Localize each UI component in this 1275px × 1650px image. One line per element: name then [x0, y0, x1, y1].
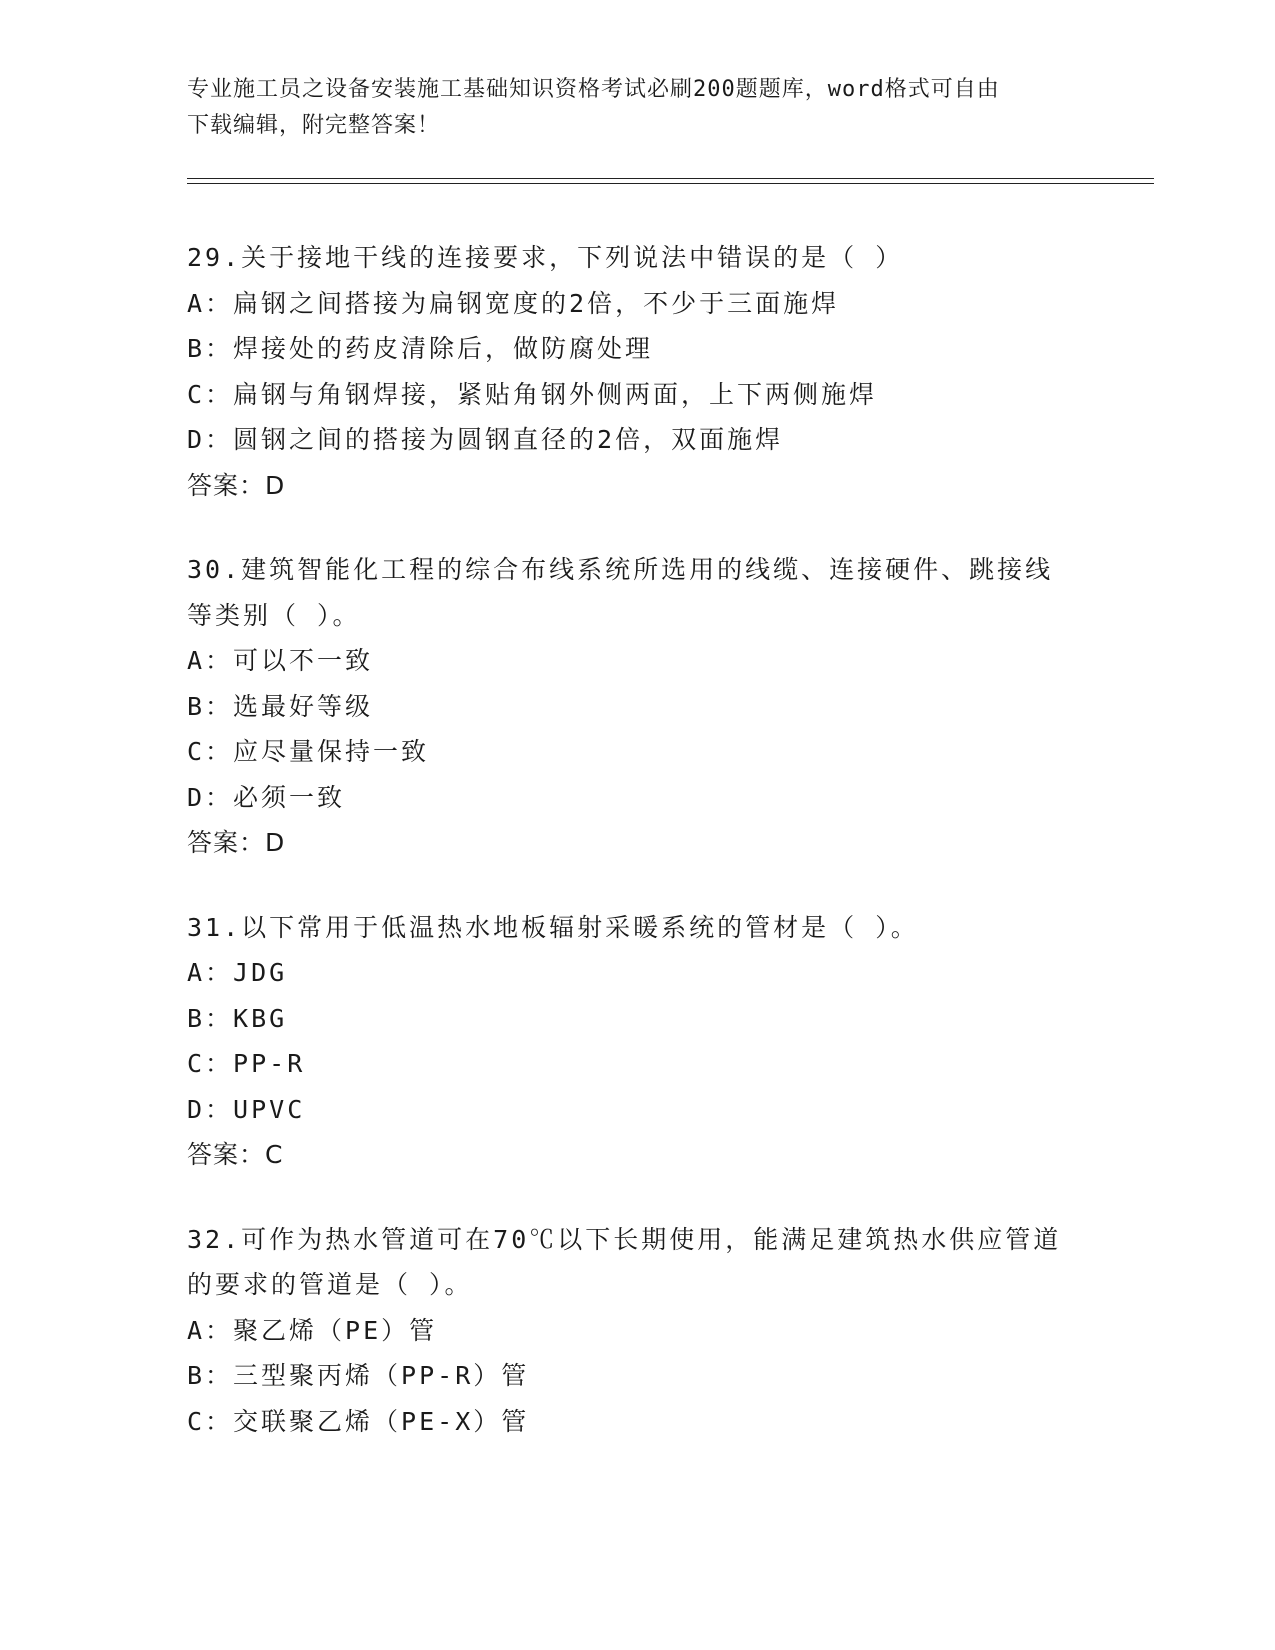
question-stem: 31.以下常用于低温热水地板辐射采暖系统的管材是（ ）。 — [187, 912, 919, 942]
question-stem-continued: 等类别（ ）。 — [187, 600, 361, 630]
answer: 答案：D — [187, 470, 286, 500]
option-a: A：可以不一致 — [187, 646, 374, 675]
option-a: A：扁钢之间搭接为扁钢宽度的2倍，不少于三面施焊 — [187, 288, 840, 318]
question-32 — [187, 1217, 1087, 1445]
option-c: C：应尽量保持一致 — [187, 737, 430, 766]
option-b: B：KBG — [187, 1003, 288, 1033]
answer: 答案：D — [187, 828, 286, 857]
header-line-1: 专业施工员之设备安装施工基础知识资格考试必刷200题题库，word格式可自由 — [187, 77, 1000, 102]
question-31 — [187, 905, 1087, 1178]
question-stem: 29.关于接地干线的连接要求，下列说法中错误的是（ ） — [187, 243, 904, 272]
option-a: A：JDG — [187, 958, 288, 987]
question-29 — [187, 235, 1087, 508]
answer: 答案：C — [187, 1140, 284, 1169]
question-stem-continued: 的要求的管道是（ ）。 — [187, 1270, 473, 1299]
document-header — [187, 72, 1087, 144]
option-b: B：焊接处的药皮清除后，做防腐处理 — [187, 334, 654, 363]
option-b: B：三型聚丙烯（PP-R）管 — [187, 1361, 530, 1390]
question-30 — [187, 547, 1087, 866]
header-divider-bottom — [187, 183, 1154, 184]
option-c: C：PP-R — [187, 1049, 306, 1078]
header-divider-top — [187, 178, 1154, 179]
option-c: C：交联聚乙烯（PE-X）管 — [187, 1406, 530, 1436]
question-stem: 32.可作为热水管道可在70℃以下长期使用，能满足建筑热水供应管道 — [187, 1224, 1062, 1254]
question-list — [187, 235, 1087, 1483]
option-d: D：UPVC — [187, 1094, 306, 1124]
option-d: D：必须一致 — [187, 782, 346, 812]
option-a: A：聚乙烯（PE）管 — [187, 1315, 438, 1345]
question-stem: 30.建筑智能化工程的综合布线系统所选用的线缆、连接硬件、跳接线 — [187, 555, 1054, 584]
header-line-2: 下载编辑，附完整答案！ — [187, 113, 441, 138]
option-b: B：选最好等级 — [187, 691, 374, 721]
option-d: D：圆钢之间的搭接为圆钢直径的2倍，双面施焊 — [187, 425, 784, 454]
option-c: C：扁钢与角钢焊接，紧贴角钢外侧两面，上下两侧施焊 — [187, 379, 878, 409]
